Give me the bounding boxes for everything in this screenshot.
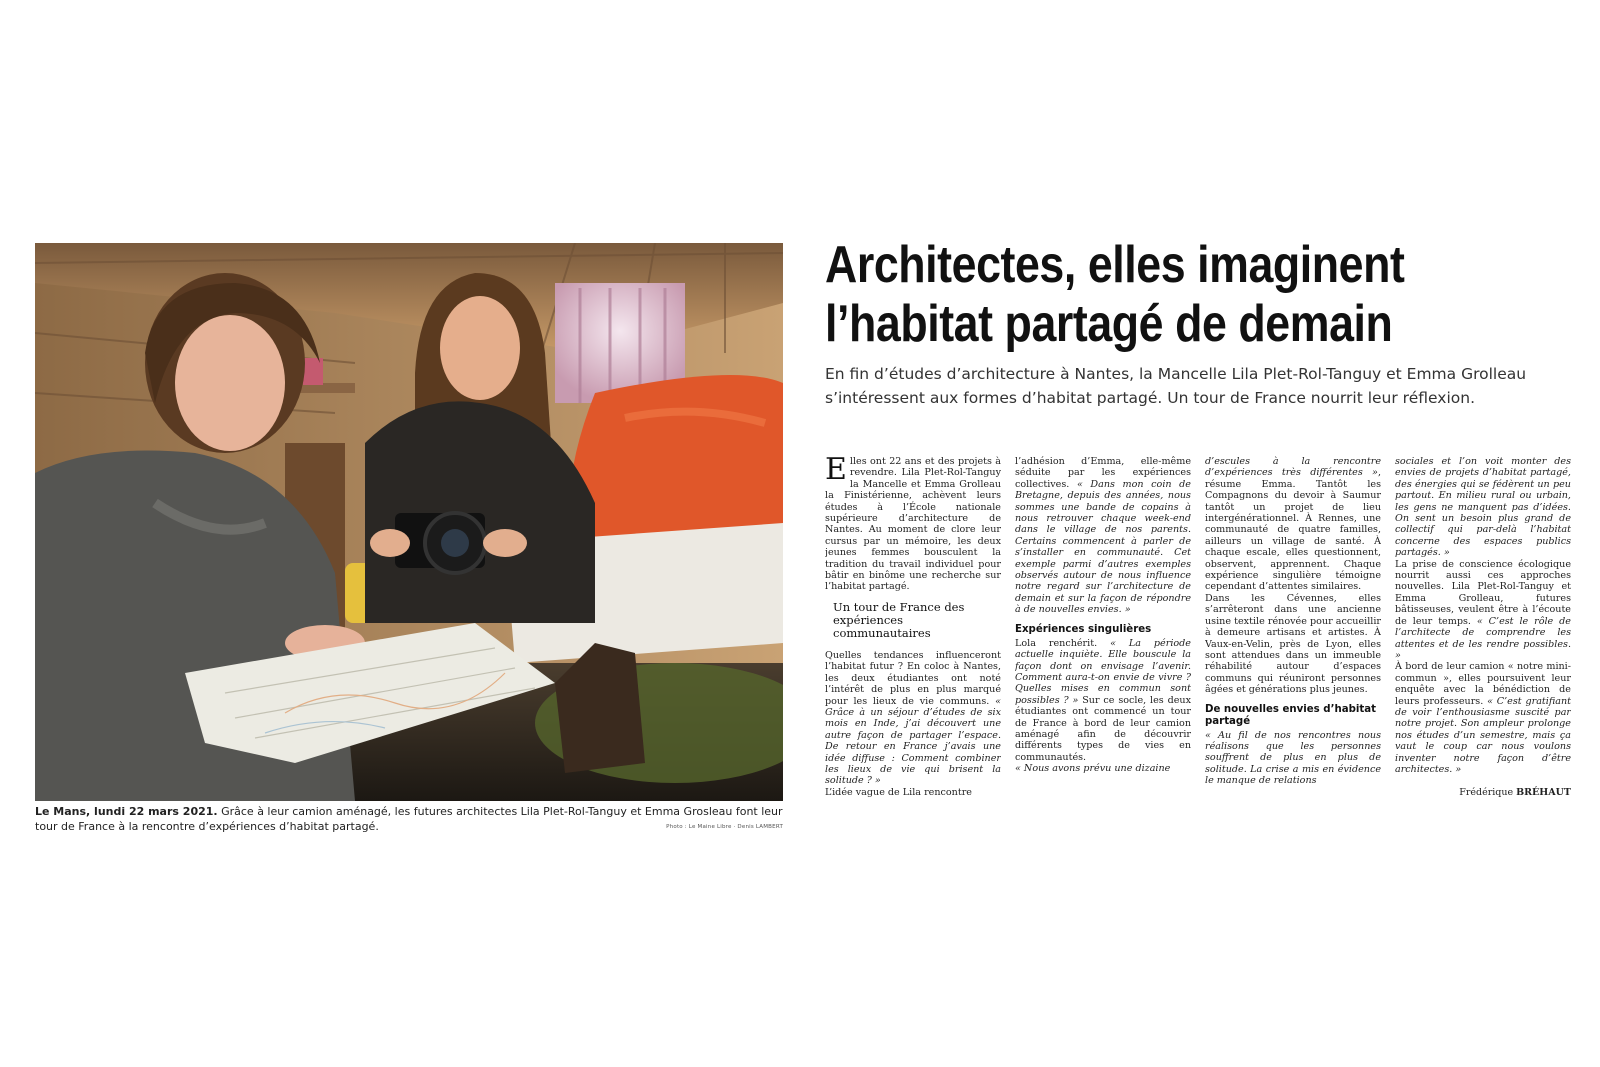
paragraph-text: lles ont 22 ans et des projets à revendre. Lila Plet-Rol-Tanguy la Mancelle et Emma Grolleau la Finistérienne, achèvent leurs études à l’École nationale supérieure d’architecture de Nantes. Au moment de clore leur cursus par un mémoire, les deux jeunes femmes bousculent la tradition du travail individuel pour bâtir en binôme une recherche sur l’habitat partagé. (825, 456, 1001, 593)
article-body (825, 456, 1573, 826)
van-interior-photo (35, 243, 783, 801)
paragraph (825, 650, 1001, 787)
column-2 (1015, 456, 1191, 826)
paragraph (1015, 456, 1191, 616)
article-headline (825, 236, 1461, 354)
photo-credit: Photo : Le Maine Libre · Denis LAMBERT (666, 824, 783, 830)
paragraph (1395, 661, 1571, 775)
headline-line-1: Architectes, elles imaginent (825, 236, 1405, 294)
paragraph-text: , résume Emma. Tantôt les Compagnons du devoir à Saumur tantôt un projet de lieu intergénérationnel. À Rennes, une communauté de quatre familles, ailleurs un village de santé. À chaque escale, elles questionnent, observent, apprennent. Chaque expérience singulière témoigne cependant d’attentes similaires. (1205, 467, 1381, 593)
paragraph-text: Lola renchérit. (1015, 637, 1111, 649)
author-first-name: Frédérique (1459, 787, 1517, 799)
intertitle-experiences-singulieres: Expériences singulières (1015, 623, 1152, 635)
paragraph (1395, 559, 1571, 662)
paragraph (1205, 730, 1381, 787)
column-4 (1395, 456, 1571, 826)
paragraph (825, 456, 1001, 593)
headline-line-2: l’habitat partagé de demain (825, 295, 1393, 353)
paragraph (1205, 456, 1381, 593)
paragraph: Dans les Cévennes, elles s’arrêteront dans une ancienne usine textile rénovée pour accueillir à demeure artisans et artistes. À Vaux-en-Velin, près de Lyon, elles sont attendues dans un immeuble réhabilité autour d’espaces communs qui réuniront personnes âgées et générations plus jeunes. (1205, 592, 1381, 696)
caption-text: Grâce à leur camion aménagé, les futures architectes Lila Plet-Rol-Tanguy et Emma Grosleau font leur tour de France à la rencontre d’expériences d’habitat partagé. (35, 805, 783, 833)
caption-place-date: Le Mans, lundi 22 mars 2021. (35, 805, 218, 818)
author-last-name: BRÉHAUT (1516, 787, 1571, 799)
intertitle-nouvelles-envies: De nouvelles envies d’habitat partagé (1205, 703, 1376, 727)
quote: « Dans mon coin de Bretagne, depuis des années, nous sommes une bande de copains à nous retrouver chaque week-end dans le village de nos parents. Certains commencent à parler de s’installer en communauté. Cet exemple parmi d’autres exemples observés autour de nous influence notre regard sur l’architecture de demain et sur la façon de répondre à de nouvelles envies. » (1015, 478, 1191, 616)
article-standfirst: En fin d’études d’architecture à Nantes, la Mancelle Lila Plet-Rol-Tanguy et Emma Grolleau s’intéressent aux formes d’habitat partagé. Un tour de France nourrit leur réflexion. (825, 365, 1527, 407)
paragraph-text: , elles poursuivent leur enquête avec la bénédiction de leurs professeurs. (1395, 672, 1571, 707)
quote: « C’est le rôle de l’architecte de comprendre les attentes et de les rendre possibles. » (1395, 615, 1571, 661)
paragraph-text: l’adhésion d’Emma, elle-même séduite par les expériences collectives. (1015, 456, 1191, 490)
article-photo (35, 243, 783, 801)
paragraph-text: La prise de conscience écologique nourrit aussi ces approches nouvelles. Lila Plet-Rol-Tanguy et Emma Grolleau, futures bâtisseuses, veulent être à l’écoute de leur temps. (1395, 558, 1571, 627)
paragraph (1395, 456, 1571, 559)
quote: « Grâce à un séjour d’études de six mois en Inde, j’ai découvert une autre façon de partager l’espace. De retour en France j’avais une idée diffuse : Comment combiner les lieux de vie qui brisent la solitude ? » (825, 695, 1001, 787)
quote: « La période actuelle inquiète. Elle bouscule la façon dont on envisage l’avenir. Comment aura-t-on envie de vivre ? Quelles mises en commun sont possibles ? » (1015, 637, 1191, 706)
column-3 (1205, 456, 1381, 826)
intertitle-tour-de-france: Un tour de France des expériences communautaires (833, 599, 965, 640)
paragraph-text: À bord de leur camion (1395, 661, 1508, 673)
author-signature (1395, 787, 1571, 798)
quote: « notre mini-commun » (1395, 661, 1571, 684)
paragraph: L’idée vague de Lila rencontre (825, 786, 972, 798)
paragraph-text: Quelles tendances influenceront l’habitat futur ? En coloc à Nantes, les deux étudiantes ont noté l’intérêt de plus en plus marqué pour les lieux de vie communs. (825, 649, 1001, 707)
paragraph-text: Sur ce socle, les deux étudiantes ont commencé un tour de France à bord de leur camion aménagé afin de découvrir différents types de vies en communautés. (1015, 694, 1191, 763)
paragraph (1015, 638, 1191, 763)
drop-cap: E (825, 456, 847, 487)
quote: « C’est gratifiant de voir l’enthousiasme suscité par notre projet. Son ampleur prolonge nos études d’un semestre, mais ça vaut le coup car nous voulons inventer notre façon d’être architectes. » (1395, 695, 1571, 775)
quote: « Nous avons prévu une dizaine (1015, 763, 1171, 775)
quote: d’escules à la rencontre d’expériences très différentes » (1205, 456, 1381, 479)
quote: sociales et l’on voit monter des envies de projets d’habitat partagé, des énergies qui se fédèrent un peu partout. En milieu rural ou urbain, les gens ne manquent pas d’idées. On sent un besoin plus grand de collectif qui par-delà l’habitat concerne des espaces publics partagés. » (1395, 456, 1571, 559)
paragraph (1015, 763, 1191, 774)
quote: « Au fil de nos rencontres nous réalisons que les personnes souffrent de plus en plus de solitude. La crise a mis en évidence le manque de relations (1205, 729, 1381, 787)
column-1 (825, 456, 1001, 826)
